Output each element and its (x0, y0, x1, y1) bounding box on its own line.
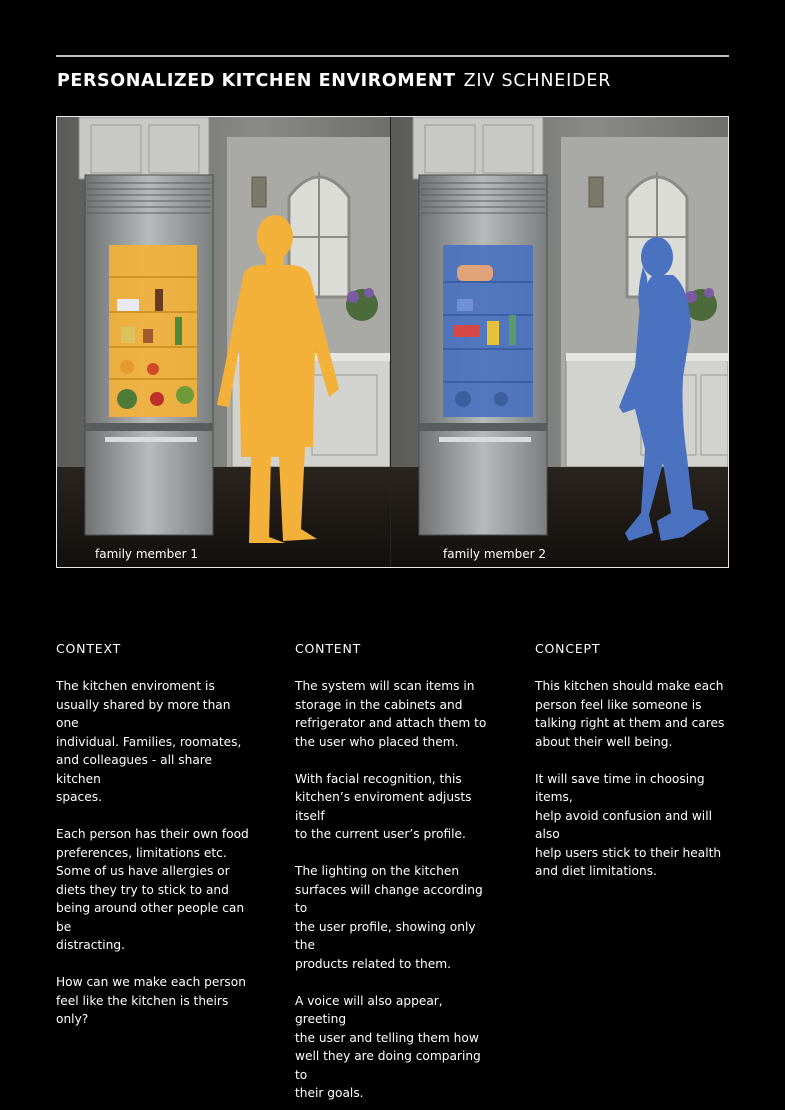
content-paragraph: The lighting on the kitchen surfaces will change according to the user profile, showing only the products related to them. (295, 864, 483, 971)
page-header (57, 71, 611, 91)
kitchen-illustration (56, 116, 729, 568)
content-paragraph: The system will scan items in storage in the cabinets and refrigerator and attach them to the user who placed them. (295, 679, 487, 749)
kitchen-scene-1 (57, 117, 390, 567)
context-paragraph: Each person has their own food preferences, limitations etc. Some of us have allergies or diets they try to stick to and being around other people can be distracting. (56, 827, 249, 952)
panel-family-member-2 (391, 117, 728, 567)
concept-column (535, 641, 735, 899)
page-title: PERSONALIZED KITCHEN ENVIROMENT (57, 71, 456, 91)
upper-cabinet (79, 117, 209, 179)
context-paragraph: The kitchen enviroment is usually shared by more than one individual. Families, roomates, and colleagues - all share kitchen spaces. (56, 679, 242, 804)
concept-heading: CONCEPT (535, 641, 601, 656)
upper-cabinet (413, 117, 543, 179)
concept-paragraph: It will save time in choosing items, help avoid confusion and will also help users stick to their health and diet limitations. (535, 771, 722, 878)
context-paragraph: How can we make each person feel like the kitchen is theirs only? (56, 975, 246, 1026)
food-item (457, 265, 493, 281)
caption-family-member-2: family member 2 (443, 547, 546, 561)
food-item (117, 299, 139, 311)
context-column (56, 641, 256, 1047)
author-name: ZIV SCHNEIDER (463, 71, 612, 91)
content-heading: CONTENT (295, 641, 362, 656)
kitchen-scene-2 (391, 117, 728, 567)
top-rule (56, 55, 729, 57)
caption-family-member-1: family member 1 (95, 547, 198, 561)
content-paragraph: A voice will also appear, greeting the user and telling them how well they are doing comparing to their goals. (295, 993, 481, 1100)
content-paragraph: With facial recognition, this kitchen’s enviroment adjusts itself to the current user’s profile. (295, 771, 472, 841)
concept-paragraph: This kitchen should make each person feel like someone is talking right at them and cares about their well being. (535, 679, 725, 749)
panel-family-member-1 (57, 117, 390, 567)
content-column (295, 641, 495, 1110)
context-heading: CONTEXT (56, 641, 122, 656)
